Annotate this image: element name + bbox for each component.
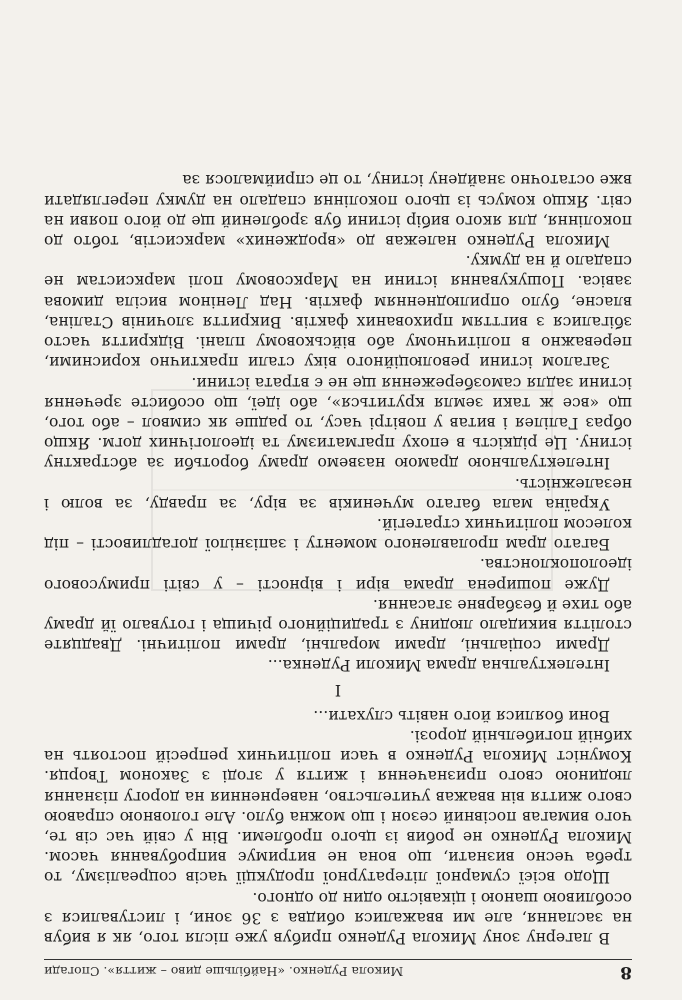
body-text — [44, 170, 632, 948]
paragraph: В лагерну зону Микола Руденко прибув уже після того, як я вибув на заслання, але ми вважалися обидва з 36 зони, і листувалися з особливою шаною і цікавістю один до одного. — [44, 888, 632, 947]
paragraph: Вони боялися його навіть слухати... — [313, 706, 610, 725]
paragraph: Україна мала багато мучеників за віру, за правду, за волю і незалежність. — [44, 474, 632, 513]
section-number: I — [334, 680, 342, 700]
section-heading: Інтелектуальна драма Миколи Руденка... — [267, 656, 610, 675]
paragraph: Драми соціальні, драми моральні, драми політичні. Двадцяте століття викидало людину з традиційного річища і готувало їй драму або тихе й безбарвне згасання. — [44, 595, 632, 655]
header-title: Микола Руденко. «Найбільше диво – життя». Спогади — [44, 964, 404, 979]
page-number: 8 — [620, 962, 632, 982]
paragraph: Інтелектуальною драмою назвемо драму боротьби за абстрактну істину. Це рідкість в епоху прагматизму та ідеологічних догм. Якщо образ Галілея і витав у повітрі часу, то радше як символ – або того, що «все ж таки земля крутиться», або ідеї, що особисте зречення істини задля самозбереження ще не є втрата істини. — [44, 373, 632, 473]
paragraph: Щодо всієї сумарної літературної продукції часів соцреалізму, то треба чесно визнати, що вона не витримує випробування часом. Микола Руденко не робив із цього проблеми. Він у свій час сів те, чого вимагав посівний сезон і що можна було. Але головною справою свого життя він вважав учительство, наверненния на дорогу пізнання людиною свого призначення і життя у згоді з Законом Творця. Комуніст Микола Руденко в часи політичних репресій постоять на хибній погибельній дорозі. — [44, 726, 632, 887]
paragraph: Микола Руденко належав до «вроджених» марксистів, тобто до покоління, для якого вибір істини був зроблений ще до його появи на світ. Якщо комусь із цього покоління спадало на думку переглядати вже остаточно знайдену істину, то це сприймалося за — [44, 171, 632, 251]
paragraph: Багато драм пролавленого моменту і запізнілої догадливості – під колесом політичних стратегій. — [44, 514, 632, 554]
running-header — [44, 959, 632, 982]
paragraph: Загалом істини революційного віку стали практично корисними, переважно в політичному або військовому плані. Відкриття часто збігалися з вигттям прихованих фактів. Викриття злочинів Сталіна, власне, було оприлюдненням фактів. Над Леніном висіла димова завіса. Пошукування істини на Марксовому полі марксистам не спадало й на думку. — [44, 252, 632, 372]
paragraph: Дуже поширена драма віри і вірності – у світі примусового ідеолопоклонства. — [44, 555, 632, 594]
